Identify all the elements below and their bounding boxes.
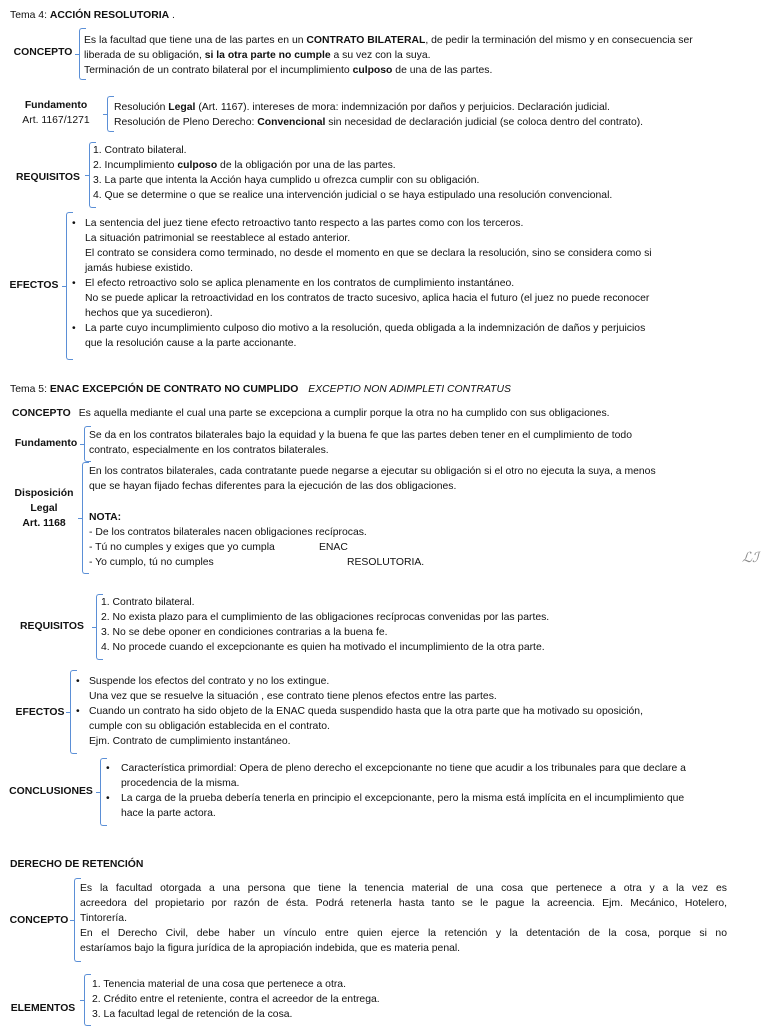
tema4-efectos-label: EFECTOS (9, 280, 59, 291)
list-item: 1. Tenencia material de una cosa que pertenece a otra. (92, 979, 346, 990)
tema4-fundamento-text: Resolución Legal (Art. 1167). intereses de mora: indemnización por daños y perjuicios. Declaración judicial. Resolución de Pleno Derecho: Convencional sin necesidad de declaración judicial (se coloca dentro del contrato). (114, 102, 644, 128)
tema5-efectos-list: • Suspende los efectos del contrato y no los extingue. Una vez que se resuelve la situación , ese contrato tiene plenos efectos entre las partes. • Cuando un contrato ha sido objeto de la ENAC queda suspendido hasta que la otra parte que ha motivado su oposición, cumple con su obligación establecida en el contrato. Ejm. Contrato de cumplimiento instantáneo. (76, 676, 643, 747)
tema5-title: Tema 5: ENAC EXCEPCIÓN DE CONTRATO NO CUMPLIDO EXCEPTIO NON ADIMPLETI CONTRATUS (10, 384, 511, 395)
retencion-elementos-brace (84, 974, 91, 1026)
tema5-conclusiones-list: • Característica primordial: Opera de pleno derecho el excepcionante no tiene que acudir a los tribunales para que declare a procedencia de la misma. • La carga de la prueba debería tenerla en principio el excepcionante, pero la misma está implícita en el incumplimiento que hace la parte actora. (106, 763, 686, 819)
retencion-title: DERECHO DE RETENCIÓN (10, 859, 144, 870)
tema5-disposicion-label: Disposición Legal Art. 1168 (14, 488, 74, 529)
tema5-disposicion-brace (82, 462, 89, 574)
tema5-disposicion-text: En los contratos bilaterales, cada contratante puede negarse a ejecutar su obligación si el otro no ejecuta la suya, a menos que se hayan fijado fechas diferentes para la ejecución de las dos obligaciones. NOTA: - De los contratos bilaterales nacen obligaciones recíprocas. - Tú no cumples y exiges que yo cumpla ENAC - Yo cumplo, tú no cumples RESOLUTORIA. (89, 466, 656, 568)
tema5-requisitos-label: REQUISITOS (20, 621, 84, 632)
list-item: 2. Incumplimiento culposo de la obligación por una de las partes. (93, 160, 396, 171)
tema5-fundamento-label: Fundamento (14, 438, 78, 449)
tema5-conclusiones-label: CONCLUSIONES (9, 786, 93, 797)
list-item: 4. Que se determine o que se realice una intervención judicial o se haya estipulado una resolución convencional. (93, 190, 613, 201)
list-item: 3. La parte que intenta la Acción haya cumplido u ofrezca cumplir con su obligación. (93, 175, 480, 186)
list-item: 4. No procede cuando el excepcionante es quien ha motivado el incumplimiento de la otra parte. (101, 642, 545, 653)
list-item: 3. La facultad legal de retención de la cosa. (92, 1009, 293, 1020)
tema4-requisitos-label: REQUISITOS (16, 172, 80, 183)
tema4-concepto-text: Es la facultad que tiene una de las partes en un CONTRATO BILATERAL, de pedir la terminación del mismo y en consecuencia ser liberada de su obligación, si la otra parte no cumple a su vez con la suya. Terminación de un contrato bilateral por el incumplimiento culposo de una de las partes. (84, 35, 693, 76)
retencion-elementos-list (92, 977, 380, 1022)
tema4-requisitos-list (93, 143, 612, 203)
tema5-concepto: CONCEPTO Es aquella mediante el cual una parte se excepciona a cumplir porque la otra no ha cumplido con sus obligaciones. (12, 408, 610, 419)
list-item: 2. Crédito entre el reteniente, contra el acreedor de la entrega. (92, 994, 380, 1005)
tema5-efectos-label: EFECTOS (15, 707, 65, 718)
retencion-concepto-text: Es la facultad otorgada a una persona que tiene la tenencia material de una cosa que pertenece a otra y a la vez es acreedora del propietario por razón de ésta. Podrá retenerla hasta tanto se le pague la acreencia. Ejm. Mecánico, Hotelero, Tintorería. En el Derecho Civil, debe haber un vínculo entre quien ejerce la retención y la detentación de la cosa, porque si no estaríamos bajo la figura jurídica de la apropiación indebida, que es materia penal. (80, 883, 727, 954)
list-item: 1. Contrato bilateral. (101, 597, 195, 608)
tema4-title: Tema 4: ACCIÓN RESOLUTORIA . (10, 10, 175, 21)
tema5-requisitos-list (101, 595, 549, 655)
handwritten-signature: ℒℐ (742, 550, 759, 566)
retencion-elementos-label: ELEMENTOS (10, 1003, 76, 1014)
tema4-efectos-list: • La sentencia del juez tiene efecto retroactivo tanto respecto a las partes como con los terceros. La situación patrimonial se reestablece al estado anterior. El contrato se considera como terminado, no desde el momento en que se declara la resolución, sino se considera como si jamás hubiese existido. • El efecto retroactivo solo se aplica plenamente en los contratos de cumplimiento instantáneo. No se puede aplicar la retroactividad en los contratos de tracto sucesivo, aplica hacia el futuro (el juez no puede reconocer hechos que ya sucedieron). • La parte cuyo incumplimiento culposo dio motivo a la resolución, queda obligada a la indemnización de daños y perjuicios que la resolución cause a la parte accionante. (72, 218, 652, 349)
list-item: 2. No exista plazo para el cumplimiento de las obligaciones recíprocas convenidas por las partes. (101, 612, 550, 623)
tema4-fundamento-label: Fundamento Art. 1167/1271 (22, 100, 90, 126)
list-item: 3. No se debe oponer en condiciones contrarias a la buena fe. (101, 627, 388, 638)
tema4-fundamento-brace (107, 96, 114, 132)
tema4-concepto-label: CONCEPTO (13, 47, 73, 58)
tema5-fundamento-text: Se da en los contratos bilaterales bajo la equidad y la buena fe que las partes deben tener en el cumplimiento de todo contrato, especialmente en los contratos bilaterales. (89, 430, 632, 456)
retencion-concepto-label: CONCEPTO (9, 915, 69, 926)
list-item: 1. Contrato bilateral. (93, 145, 187, 156)
